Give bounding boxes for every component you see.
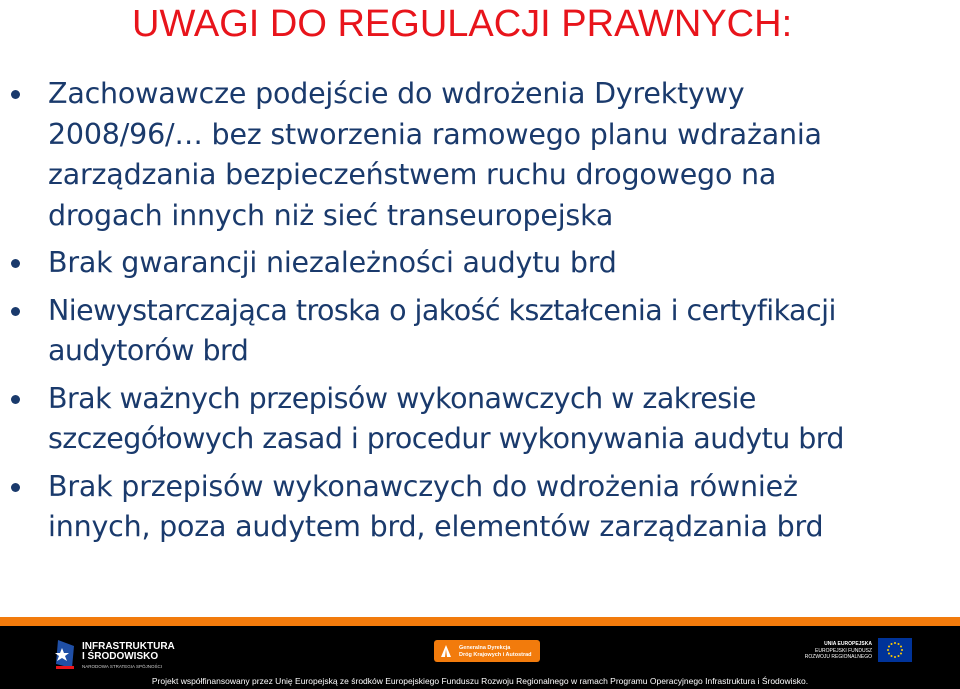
bullet-line: Brak ważnych przepisów wykonawczych w zakresie bbox=[48, 381, 756, 415]
bullet-line: Niewystarczająca troska o jakość kształcenia i certyfikacji bbox=[48, 293, 836, 327]
eu-flag-icon bbox=[878, 638, 912, 662]
bullet-dot-icon bbox=[11, 259, 20, 268]
logo-right-line1: UNIA EUROPEJSKA bbox=[824, 641, 872, 647]
bullet-item bbox=[0, 467, 960, 548]
infrastruktura-logo bbox=[52, 638, 182, 672]
bullet-line: zarządzania bezpieczeństwem ruchu drogowego na bbox=[48, 158, 777, 191]
logo-left-line1: INFRASTRUKTURA bbox=[82, 641, 175, 652]
bullet-line: Zachowawcze podejście do wdrożenia Dyrektywy bbox=[48, 77, 745, 110]
bullet-dot-icon bbox=[11, 395, 20, 404]
road-sign-icon bbox=[439, 643, 453, 659]
bullet-dot-icon bbox=[11, 90, 20, 99]
footer-accent-bar bbox=[0, 617, 960, 626]
footer-funding-text: Projekt współfinansowany przez Unię Europejską ze środków Europejskiego Funduszu Rozwoju Regionalnego w ramach Programu Operacyjnego Infrastruktura i Środowisko. bbox=[151, 676, 809, 686]
logo-center-line1: Generalna Dyrekcja bbox=[459, 645, 511, 651]
bullet-list bbox=[0, 74, 960, 555]
slide-title: UWAGI DO REGULACJI PRAWNYCH: bbox=[132, 3, 793, 45]
bullet-line: Brak gwarancji niezależności audytu brd bbox=[48, 246, 617, 279]
bullet-dot-icon bbox=[11, 307, 20, 316]
bullet-dot-icon bbox=[11, 483, 20, 492]
logo-right-line3: ROZWOJU REGIONALNEGO bbox=[804, 654, 872, 660]
star-map-icon bbox=[52, 638, 78, 672]
gddkia-logo bbox=[434, 640, 540, 662]
footer bbox=[0, 626, 960, 689]
bullet-item bbox=[0, 379, 960, 460]
bullet-line: innych, poza audytem brd, elementów zarządzania brd bbox=[48, 510, 824, 543]
eu-logo bbox=[804, 638, 912, 666]
bullet-item bbox=[0, 74, 960, 236]
bullet-line: Brak przepisów wykonawczych do wdrożenia również bbox=[48, 469, 798, 503]
bullet-line: audytorów brd bbox=[48, 334, 249, 367]
bullet-line: szczegółowych zasad i procedur wykonywania audytu brd bbox=[48, 422, 844, 455]
logo-left-line2: I ŚRODOWISKO bbox=[82, 651, 159, 662]
logo-left-line3: NARODOWA STRATEGIA SPÓJNOŚCI bbox=[82, 664, 163, 669]
bullet-line: drogach innych niż sieć transeuropejska bbox=[48, 198, 614, 232]
bullet-item bbox=[0, 291, 960, 372]
logo-center-line2: Dróg Krajowych i Autostrad bbox=[459, 652, 532, 658]
bullet-item bbox=[0, 243, 960, 284]
logo-right-line2: EUROPEJSKI FUNDUSZ bbox=[815, 648, 872, 654]
bullet-line: 2008/96/… bez stworzenia ramowego planu wdrażania bbox=[48, 117, 822, 151]
